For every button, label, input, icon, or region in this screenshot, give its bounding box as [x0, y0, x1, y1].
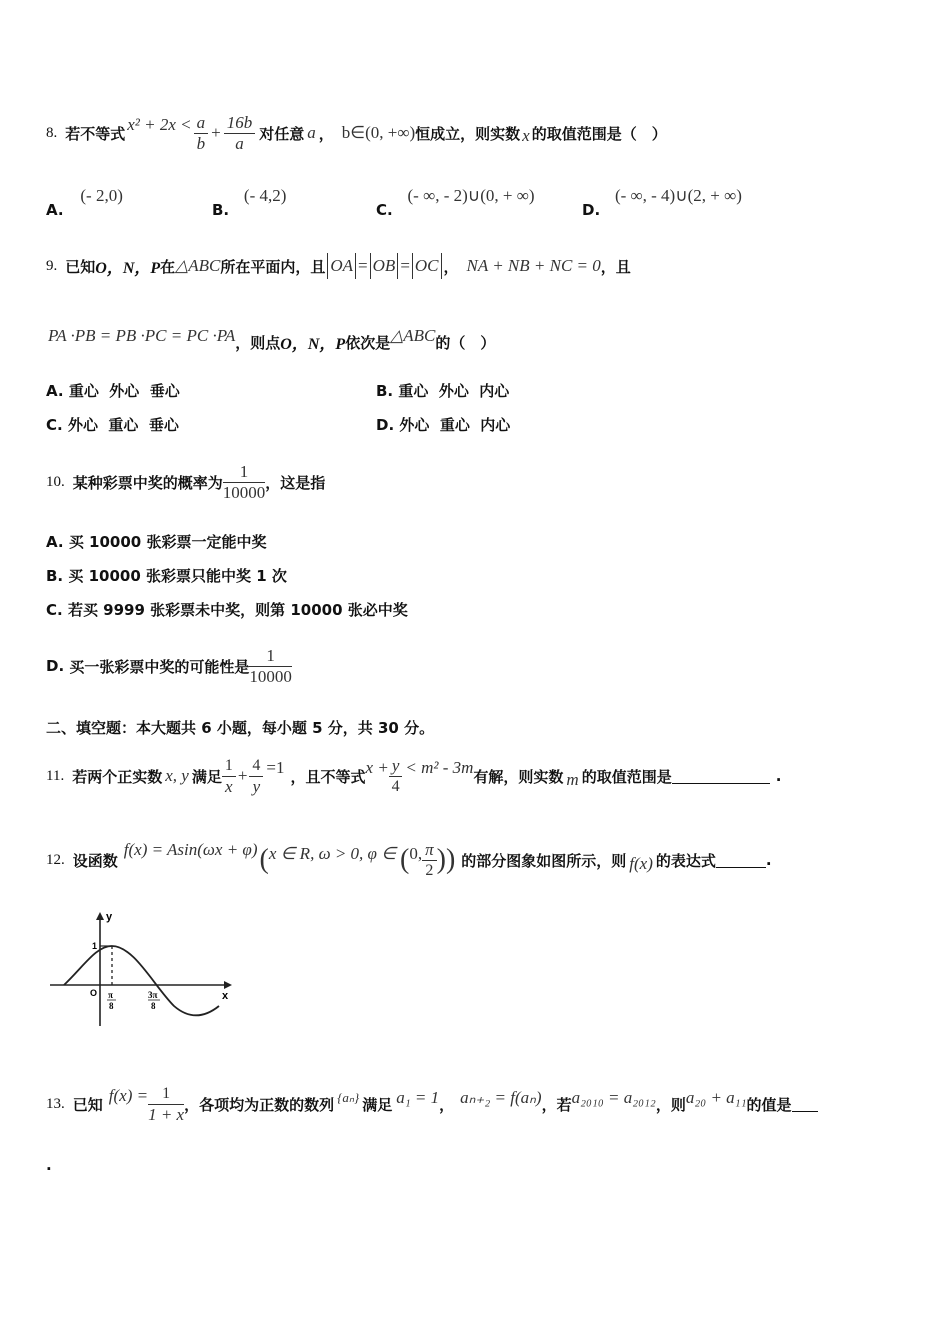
q11-frac-4-y: $\frac{4}{y}$ — [249, 756, 263, 797]
q8-lead: 若不等式 — [65, 124, 126, 143]
q12-pi-over-2: $\frac{\pi}{2}$ — [422, 840, 437, 881]
q9-vector-sum: NA + NB + NC = 0 — [466, 256, 601, 275]
q13-tail: 的值是 — [746, 1095, 792, 1114]
q11-cond: 满足 — [191, 767, 222, 786]
q13-seq: {aₙ} — [337, 1090, 360, 1105]
q13-end: . — [46, 1156, 52, 1174]
q12-fx: f(x) — [629, 854, 653, 873]
q12-number: 12. — [46, 851, 65, 868]
q10-probability: $\frac{1}{10000}$ — [222, 461, 266, 502]
q8-stem — [46, 103, 667, 163]
q9-stem-line1 — [46, 246, 631, 286]
q11-mid2: 有解，则实数 — [473, 767, 564, 786]
option-text: 买 10000 张彩票一定能中奖 — [68, 533, 267, 551]
q9-in: 在 — [160, 257, 176, 276]
q9-option-d[interactable]: D. 外心 重心 内心 — [376, 416, 511, 434]
q13-fdef: f(x) = — [108, 1086, 149, 1105]
q13-mid: ，各项均为正数的数列 — [184, 1095, 335, 1114]
q8-plus: + — [211, 123, 221, 142]
q8-mid1: 对任意 — [259, 124, 305, 143]
y-axis-arrow — [96, 912, 104, 920]
q12-stem: 12. 设函数 f(x) = Asin(ωx + φ) ( x ∈ R, ω > 0, φ ∈ ( 0, $\frac{\pi}{2}$ ) ) 的部分图象如图所示，则 f(x) 的表达式 . — [46, 839, 772, 879]
q8-option-c[interactable] — [376, 186, 535, 219]
q8-mid2: 恒成立，则实数 — [415, 124, 521, 143]
q10-option-d[interactable]: D. 买一张彩票中奖的可能性是 $\frac{1}{10000}$ — [46, 645, 292, 686]
q12-function: f(x) = Asin(ωx + φ) — [123, 840, 258, 859]
q11-ineq-b: < m² - 3m — [405, 758, 474, 777]
q8-number: 8. — [46, 124, 58, 141]
q11-stem: 11. 若两个正实数 x, y 满足 $\frac{1}{x}$ + $\frac{4}{y}$ =1 ，且不等式 x + $\frac{y}{4}$ < m² - 3m 有解，则实数 m 的取值范围是 . — [46, 755, 782, 796]
q12-condition: x ∈ R, ω > 0, φ ∈ — [268, 844, 397, 863]
q9-eq1: = — [358, 256, 368, 275]
option-text: (- 2,0) — [80, 186, 123, 205]
q13-expr: a₂₀ + a₁₁ — [685, 1088, 747, 1107]
option-text: 买 10000 张彩票只能中奖 1 次 — [68, 567, 287, 585]
q11-answer-blank[interactable] — [672, 769, 770, 784]
q8-var-a: a — [307, 123, 316, 142]
q12-tail2: 的表达式 — [655, 851, 716, 870]
q9-lead: 已知 — [65, 257, 96, 276]
q11-eq1: =1 — [266, 758, 285, 777]
option-label: C. — [376, 201, 393, 219]
q13-frac: $\frac{1}{1 + x}$ — [148, 1084, 185, 1124]
q8-option-d[interactable] — [582, 186, 742, 219]
q9-oa: OA — [330, 256, 354, 275]
option-text: 若买 9999 张彩票未中奖，则第 10000 张必中奖 — [67, 601, 408, 619]
q9-option-b[interactable]: B. 重心 外心 内心 — [376, 382, 510, 400]
option-text: 外心 重心 垂心 — [67, 416, 179, 434]
q8-tail: 的取值范围是（ ） — [531, 124, 667, 143]
q11-vars: x, y — [165, 766, 189, 785]
q8-sep: ， — [318, 124, 334, 143]
q13-recurrence: aₙ₊₂ = f(aₙ) — [460, 1088, 542, 1107]
q10-d-fraction: $\frac{1}{10000}$ — [249, 645, 292, 686]
q8-frac-a-b: $\frac{a}{b}$ — [194, 113, 209, 154]
q9-comma: ， — [443, 257, 459, 276]
option-text: 重心 外心 内心 — [398, 382, 510, 400]
q11-tail: 的取值范围是 — [581, 767, 672, 786]
q10-tail: ，这是指 — [265, 473, 326, 492]
q8-cond: b∈(0, +∞) — [341, 123, 416, 142]
q11-frac-1-x: $\frac{1}{x}$ — [222, 756, 236, 797]
q8-var-x: x — [522, 126, 530, 145]
q9-of: 的（ ） — [435, 333, 496, 352]
x-tick-pi-8-den: 8 — [109, 1001, 114, 1011]
q9-stem-line2 — [48, 322, 495, 362]
option-text: (- ∞, - 4)∪(2, + ∞) — [614, 186, 742, 205]
sine-curve — [64, 946, 219, 1015]
q9-seq: 依次是 — [345, 333, 391, 352]
option-text: 买一张彩票中奖的可能性是 — [69, 657, 250, 676]
q9-points: O，N，P — [95, 259, 161, 277]
q10-stem — [46, 446, 325, 518]
q10-option-b[interactable]: B. 买 10000 张彩票只能中奖 1 次 — [46, 567, 287, 585]
x-tick-3pi-8-den: 8 — [151, 1001, 156, 1011]
q9-number: 9. — [46, 257, 58, 274]
q10-option-c[interactable]: C. 若买 9999 张彩票未中奖，则第 10000 张必中奖 — [46, 601, 408, 619]
q9-and: ，且 — [600, 257, 631, 276]
q13-lead: 已知 — [72, 1095, 103, 1114]
origin-label: O — [90, 988, 98, 998]
q9-oc: OC — [414, 256, 439, 275]
option-label: D. — [582, 201, 601, 219]
x-tick-pi-8-num: π — [108, 990, 113, 1000]
option-label: B. — [212, 201, 230, 219]
q9-plane: 所在平面内，且 — [220, 257, 326, 276]
q12-lead: 设函数 — [72, 851, 118, 870]
q9-option-a[interactable]: A. 重心 外心 垂心 — [46, 382, 180, 400]
x-axis-arrow — [224, 981, 232, 989]
q9-triangle-2: △ABC — [390, 326, 436, 345]
q11-var-m: m — [566, 770, 579, 789]
q10-number: 10. — [46, 473, 65, 490]
q9-ob: OB — [372, 256, 396, 275]
y-axis-label: y — [106, 911, 113, 923]
q13-stem: 13. 已知 f(x) = $\frac{1}{1 + x}$ ，各项均为正数的数列 {aₙ} 满足 a₁ = 1 ， aₙ₊₂ = f(aₙ) ，若 a₂₀₁₀ = a₂₀₁₂ ，则 a₂₀ + a₁₁ 的值是 — [46, 1068, 818, 1140]
option-text: 外心 重心 内心 — [399, 416, 511, 434]
q9-eq2: = — [400, 256, 410, 275]
q11-ineq-a: x + — [365, 758, 389, 777]
q10-lead: 某种彩票中奖的概率为 — [72, 473, 223, 492]
q12-sine-graph — [44, 906, 244, 1032]
q9-dot-products: PA ·PB = PB ·PC = PC ·PA — [48, 326, 236, 345]
q13-then: ，则 — [655, 1095, 686, 1114]
x-axis-label: x — [222, 990, 229, 1002]
option-text: 重心 外心 垂心 — [68, 382, 180, 400]
q8-option-b[interactable] — [212, 186, 287, 219]
y-tick-1: 1 — [92, 941, 98, 951]
q9-triangle: △ABC — [175, 256, 221, 275]
q13-cond1: 满足 — [362, 1095, 393, 1114]
q13-number: 13. — [46, 1095, 65, 1112]
q9-option-c[interactable]: C. 外心 重心 垂心 — [46, 416, 179, 434]
q12-interval-left: 0, — [409, 844, 423, 863]
section-heading-fill-in: 二、填空题：本大题共 6 小题，每小题 5 分，共 30 分。 — [46, 719, 435, 737]
q13-answer-blank[interactable] — [792, 1097, 818, 1112]
q9-points-2: O，N，P — [280, 335, 346, 353]
q11-lead: 若两个正实数 — [72, 767, 163, 786]
q8-lhs: x² + 2x < — [127, 115, 192, 134]
q10-option-a[interactable]: A. 买 10000 张彩票一定能中奖 — [46, 533, 267, 551]
x-tick-3pi-8-num: 3π — [148, 990, 158, 1000]
q11-mid: ，且不等式 — [290, 767, 366, 786]
q13-a1: a₁ = 1 — [396, 1088, 440, 1107]
q11-frac-y-4: $\frac{y}{4}$ — [389, 756, 403, 797]
option-text: (- ∞, - 2)∪(0, + ∞) — [407, 186, 535, 205]
q12-answer-blank[interactable] — [716, 853, 766, 868]
q13-mid2: ，若 — [541, 1095, 572, 1114]
q8-option-a[interactable] — [46, 186, 123, 219]
q9-then: ，则点 — [235, 333, 281, 352]
option-text: (- 4,2) — [243, 186, 287, 205]
q11-number: 11. — [46, 767, 65, 784]
q13-eq: a₂₀₁₀ = a₂₀₁₂ — [571, 1088, 656, 1107]
option-label: A. — [46, 201, 64, 219]
q12-tail: 的部分图象如图所示，则 — [461, 851, 627, 870]
q8-frac-16b-a: $\frac{16b}{a}$ — [224, 113, 256, 154]
